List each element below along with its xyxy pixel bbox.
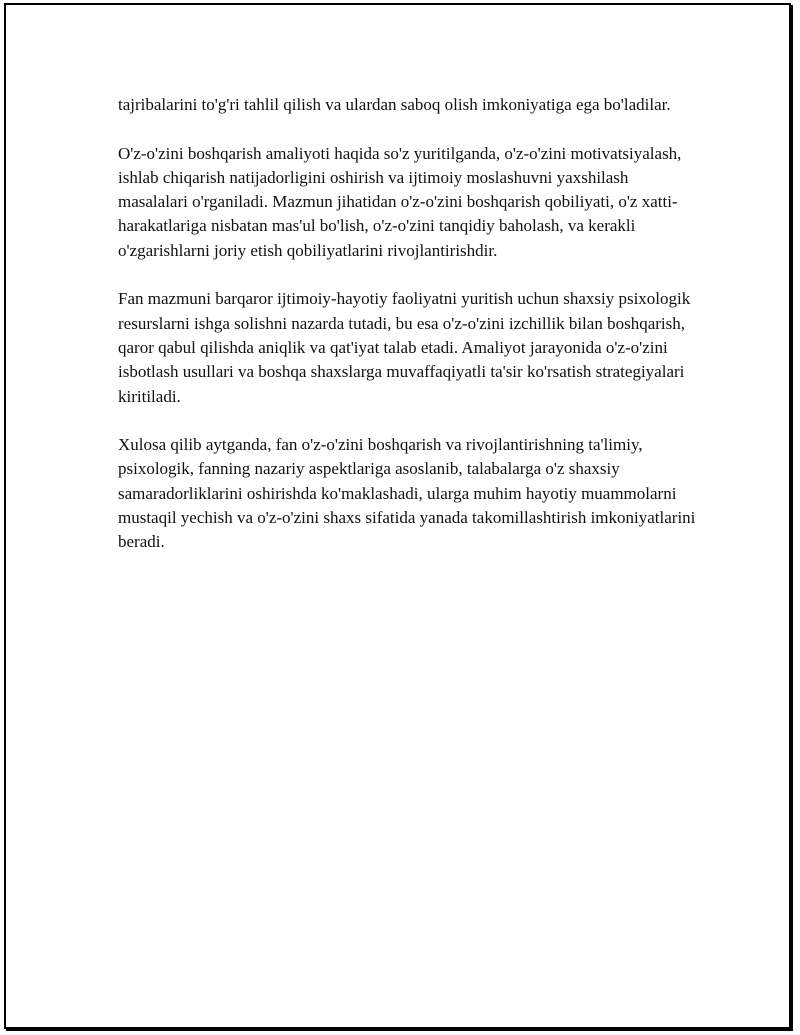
paragraph-2: O'z-o'zini boshqarish amaliyoti haqida so'z yuritilganda, o'z-o'zini motivatsiyalash, ishlab chiqarish natijadorligini oshirish va ijtimoiy moslashuvni yaxshilash masalalari o'rganiladi. Mazmun jihatidan o'z-o'zini boshqarish qobiliyati, o'z xatti-harakatlariga nisbatan mas'ul bo'lish, o'z-o'zini tanqidiy baholash, va kerakli o'zgarishlarni joriy etish qobiliyatlarini rivojlantirishdir. bbox=[118, 143, 682, 260]
paragraph-3: Fan mazmuni barqaror ijtimoiy-hayotiy faoliyatni yuritish uchun shaxsiy psixologik resurslarni ishga solishni nazarda tutadi, bu esa o'z-o'zini izchillik bilan boshqarish, qaror qabul qilishda aniqlik va qat'iyat talab etadi. Amaliyot jarayonida o'z-o'zini isbotlash usullari va boshqa shaxslarga muvaffaqiyatli ta'sir ko'rsatish strategiyalari kiritiladi. bbox=[118, 289, 691, 406]
paragraph-1: tajribalarini to'g'ri tahlil qilish va ulardan saboq olish imkoniyatiga ega bo'ladilar. bbox=[118, 95, 671, 114]
document-body bbox=[118, 93, 698, 579]
paragraph-4: Xulosa qilib aytganda, fan o'z-o'zini boshqarish va rivojlantirishning ta'limiy, psixologik, fanning nazariy aspektlariga asoslanib, talabalarga o'z shaxsiy samaradorliklarini oshirishda ko'maklashadi, ularga muhim hayotiy muammolarni mustaqil yechish va o'z-o'zini shaxs sifatida yanada takomillashtirish imkoniyatlarini beradi. bbox=[118, 435, 696, 552]
